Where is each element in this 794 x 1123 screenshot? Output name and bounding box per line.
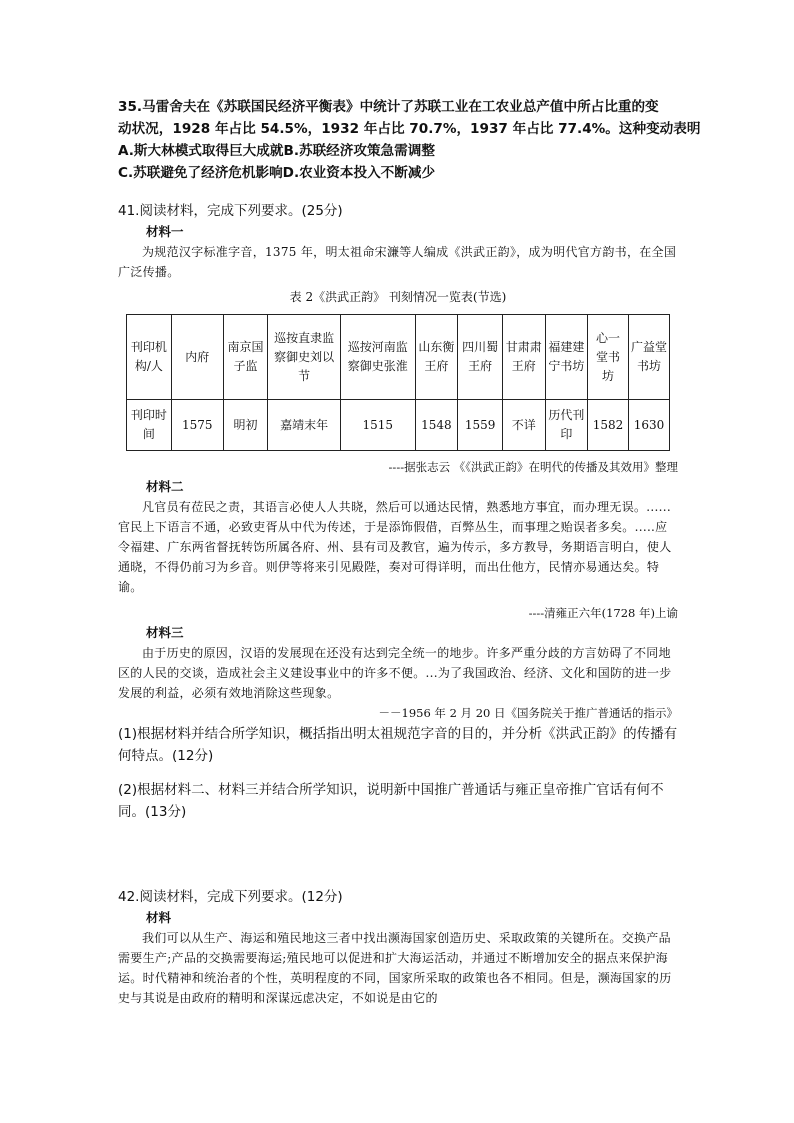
q41-subquestion-1: (1)根据材料并结合所学知识，概括指出明太祖规范字音的目的，并分析《洪武正韵》的传播有何特点。(12分) — [118, 726, 678, 764]
table-cell: 历代刊印 — [545, 400, 588, 451]
q35-options-ab: A.斯大林模式取得巨大成就B.苏联经济攻策急需调整 — [118, 143, 435, 159]
table-data-row — [127, 400, 670, 451]
table-caption: 表 2《洪武正韵》 刊刻情况一览表(节选) — [289, 290, 507, 304]
table-cell: 巡按河南监察御史张淮 — [340, 315, 415, 400]
question-41 — [118, 200, 678, 823]
q35-stem-line2: 动状况，1928 年占比 54.5%，1932 年占比 70.7%，1937 年占比 77.4%。这种变动表明 — [118, 121, 701, 137]
question-35 — [118, 96, 701, 184]
table-cell: 内府 — [171, 315, 223, 400]
q35-stem-line1: 35.马雷舍夫在《苏联国民经济平衡表》中统计了苏联工业在工农业总产值中所占比重的变 — [118, 99, 659, 115]
table-cell: 心一堂书坊 — [588, 315, 629, 400]
table-cell: 1548 — [415, 400, 458, 451]
material-2-title: 材料二 — [146, 479, 184, 494]
table-cell: 广益堂书坊 — [629, 315, 670, 400]
table-cell: 南京国子监 — [223, 315, 268, 400]
table-cell: 刊印时间 — [127, 400, 172, 451]
table-cell: 1582 — [588, 400, 629, 451]
table-cell: 嘉靖末年 — [268, 400, 340, 451]
q41-subquestion-2: (2)根据材料二、材料三并结合所学知识，说明新中国推广普通话与雍正皇帝推广官话有何不同。(13分) — [118, 782, 664, 820]
question-42 — [118, 886, 678, 1008]
table-header-row — [127, 315, 670, 400]
table-cell: 1559 — [458, 400, 503, 451]
q35-options-cd: C.苏联避免了经济危机影响D.农业资本投入不断减少 — [118, 165, 436, 181]
table-cell: 明初 — [223, 400, 268, 451]
material-3-title: 材料三 — [146, 625, 184, 640]
material-1-text: 为规范汉字标准字音，1375 年，明太祖命宋濂等人编成《洪武正韵》，成为明代官方韵书，在全国广泛传播。 — [118, 245, 677, 279]
table-cell: 巡按直隶监察御史刘以节 — [268, 315, 340, 400]
material-3-text: 由于历史的原因，汉语的发展现在还没有达到完全统一的地步。许多严重分歧的方言妨碍了不同地区的人民的交谈，造成社会主义建设事业中的许多不便。...为了我国政治、经济、文化和国防的进一步发展的利益，必须有效地消除这些现象。 — [118, 646, 672, 700]
q42-material-text: 我们可以从生产、海运和殖民地这三者中找出濒海国家创造历史、采取政策的关键所在。交换产品需要生产;产品的交换需要海运;殖民地可以促进和扩大海运活动，并通过不断增加安全的据点来保护海运。时代精神和统治者的个性，英明程度的不同，国家所采取的政策也各不相同。但是，濒海国家的历史与其说是由政府的精明和深谋远虑决定，不如说是由它的 — [118, 931, 672, 1005]
table-cell: 1515 — [340, 400, 415, 451]
table-cell: 福建建宁书坊 — [545, 315, 588, 400]
material-3-source: －－1956 年 2 月 20 日《国务院关于推广普通话的指示》 — [378, 706, 678, 720]
table-cell: 刊印机构/人 — [127, 315, 172, 400]
publication-table — [126, 314, 670, 451]
table-cell: 不详 — [503, 400, 546, 451]
material-2-text: 凡官员有莅民之责，其语言必使人人共晓，然后可以通达民情，熟悉地方事宜，而办理无误。......官民上下语言不通，必致吏胥从中代为传述，于是添饰假借，百弊丛生，而事理之贻误者多矣。.....应令福建、广东两省督抚转饬所属各府、州、县有司及教官，遍为传示，多方教导，务期语言明白，使人通晓，不得仍前习为乡音。则伊等将来引见殿陛，奏对可得详明，而出仕他方，民情亦易通达矣。特谕。 — [118, 500, 672, 594]
table-cell: 山东衡王府 — [415, 315, 458, 400]
table-cell: 甘肃肃王府 — [503, 315, 546, 400]
material-1-source: ----据张志云 《《洪武正韵》在明代的传播及其效用》整理 — [388, 460, 678, 474]
q41-heading: 41.阅读材料，完成下列要求。(25分) — [118, 203, 343, 219]
material-2-source: ----清雍正六年(1728 年)上谕 — [528, 606, 678, 620]
table-cell: 1575 — [171, 400, 223, 451]
table-cell: 1630 — [629, 400, 670, 451]
q42-material-title: 材料 — [146, 910, 172, 925]
table-cell: 四川蜀王府 — [458, 315, 503, 400]
material-1-title: 材料一 — [146, 224, 184, 239]
q42-heading: 42.阅读材料，完成下列要求。(12分) — [118, 889, 343, 905]
